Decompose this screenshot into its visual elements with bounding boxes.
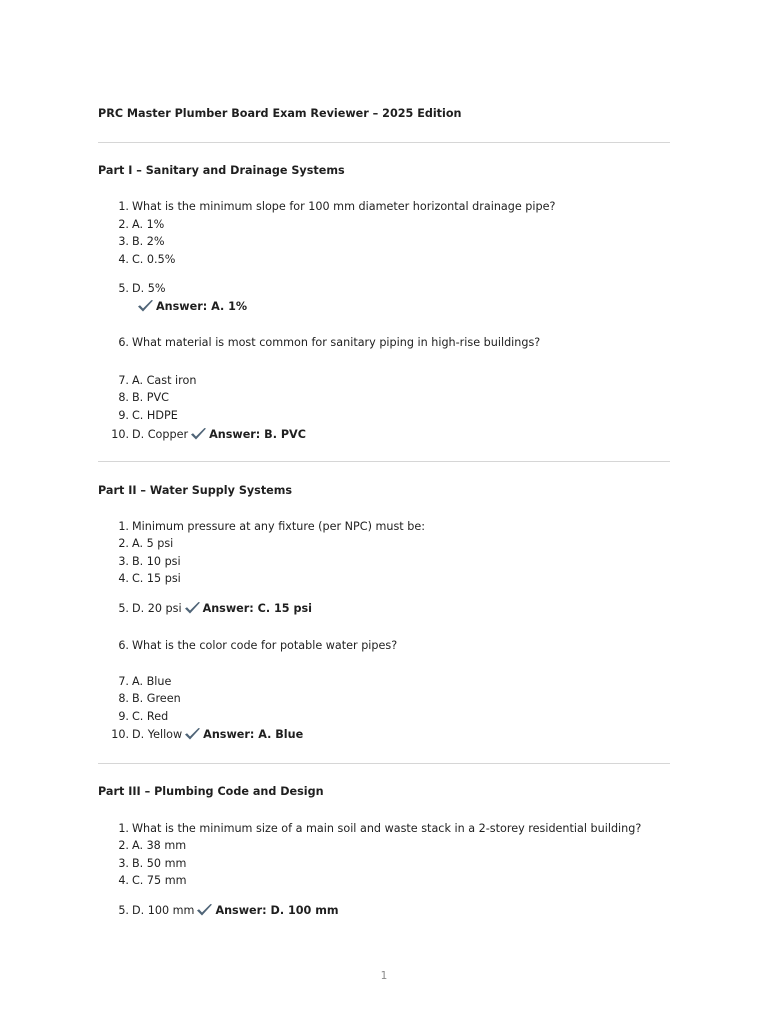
list-item (98, 727, 658, 742)
item-number: 3. (118, 555, 129, 568)
divider (98, 461, 670, 462)
list-item (98, 520, 658, 534)
list-item (98, 391, 658, 405)
item-text: C. 75 mm (132, 874, 187, 887)
item-number: 4. (118, 874, 129, 887)
item-number: 3. (118, 235, 129, 248)
item-text: A. 38 mm (132, 839, 187, 852)
item-number: 9. (118, 409, 129, 422)
answer-text: Answer: D. 100 mm (215, 904, 339, 917)
page-number: 1 (380, 970, 388, 982)
list-item (98, 253, 658, 267)
list-item (98, 555, 658, 569)
item-text: B. PVC (132, 391, 169, 404)
item-text: D. Copper (132, 428, 189, 441)
item-number: 2. (118, 537, 129, 550)
divider (98, 763, 670, 764)
item-number: 4. (118, 253, 129, 266)
list-item (98, 427, 658, 442)
item-text: B. 2% (132, 235, 165, 248)
check-mark-icon (190, 427, 207, 441)
section-title: Part I – Sanitary and Drainage Systems (98, 164, 345, 177)
item-text: A. Blue (132, 675, 172, 688)
list-item (98, 601, 658, 616)
list-item (98, 692, 658, 706)
item-number: 8. (118, 391, 129, 404)
item-number: 6. (118, 336, 129, 349)
item-text: C. 15 psi (132, 572, 181, 585)
list-item (98, 537, 658, 551)
item-number: 3. (118, 857, 129, 870)
item-text: What material is most common for sanitary piping in high-rise buildings? (132, 336, 541, 349)
answer-text: Answer: A. Blue (203, 728, 304, 741)
list-item (98, 675, 658, 689)
item-number: 1. (118, 822, 129, 835)
list-item (98, 336, 658, 350)
item-text: A. 5 psi (132, 537, 174, 550)
item-number: 5. (118, 904, 129, 917)
item-text: Minimum pressure at any fixture (per NPC) must be: (132, 520, 426, 533)
item-number: 2. (118, 218, 129, 231)
item-number: 5. (118, 602, 129, 615)
check-mark-icon (137, 299, 154, 313)
item-text: C. 0.5% (132, 253, 176, 266)
list-item (98, 903, 658, 918)
item-number: 7. (118, 675, 129, 688)
section-title: Part II – Water Supply Systems (98, 484, 293, 497)
list-item (98, 857, 658, 871)
item-number: 9. (118, 710, 129, 723)
list-item (98, 235, 658, 249)
item-text: D. Yellow (132, 728, 183, 741)
list-item (98, 839, 658, 853)
divider (98, 142, 670, 143)
list-item (98, 200, 658, 214)
answer-text: Answer: C. 15 psi (202, 602, 312, 615)
item-number: 6. (118, 639, 129, 652)
answer-line (135, 299, 247, 314)
list-item (98, 874, 658, 888)
item-number: 5. (118, 282, 129, 295)
item-text: C. Red (132, 710, 169, 723)
item-number: 10. (111, 428, 129, 441)
item-text: B. 10 psi (132, 555, 181, 568)
item-number: 2. (118, 839, 129, 852)
item-number: 1. (118, 520, 129, 533)
item-text: What is the color code for potable water pipes? (132, 639, 398, 652)
item-text: D. 100 mm (132, 904, 195, 917)
item-text: D. 5% (132, 282, 166, 295)
item-text: B. Green (132, 692, 181, 705)
list-item (98, 409, 658, 423)
list-item (98, 218, 658, 232)
item-number: 8. (118, 692, 129, 705)
list-item (98, 282, 658, 296)
answer-text: Answer: B. PVC (209, 428, 306, 441)
list-item (98, 374, 658, 388)
item-text: D. 20 psi (132, 602, 182, 615)
list-item (98, 572, 658, 586)
list-item (98, 639, 658, 653)
document-title: PRC Master Plumber Board Exam Reviewer – 2025 Edition (98, 107, 462, 120)
section-title: Part III – Plumbing Code and Design (98, 785, 324, 798)
item-number: 10. (111, 728, 129, 741)
item-number: 4. (118, 572, 129, 585)
item-text: What is the minimum slope for 100 mm diameter horizontal drainage pipe? (132, 200, 556, 213)
list-item (98, 710, 658, 724)
check-mark-icon (184, 727, 201, 741)
item-text: A. Cast iron (132, 374, 197, 387)
answer-text: Answer: A. 1% (156, 300, 248, 313)
item-number: 1. (118, 200, 129, 213)
item-text: B. 50 mm (132, 857, 187, 870)
item-text: What is the minimum size of a main soil and waste stack in a 2-storey residential building? (132, 822, 642, 835)
item-text: A. 1% (132, 218, 165, 231)
item-text: C. HDPE (132, 409, 178, 422)
check-mark-icon (196, 903, 213, 917)
list-item (98, 822, 658, 836)
item-number: 7. (118, 374, 129, 387)
check-mark-icon (184, 601, 201, 615)
